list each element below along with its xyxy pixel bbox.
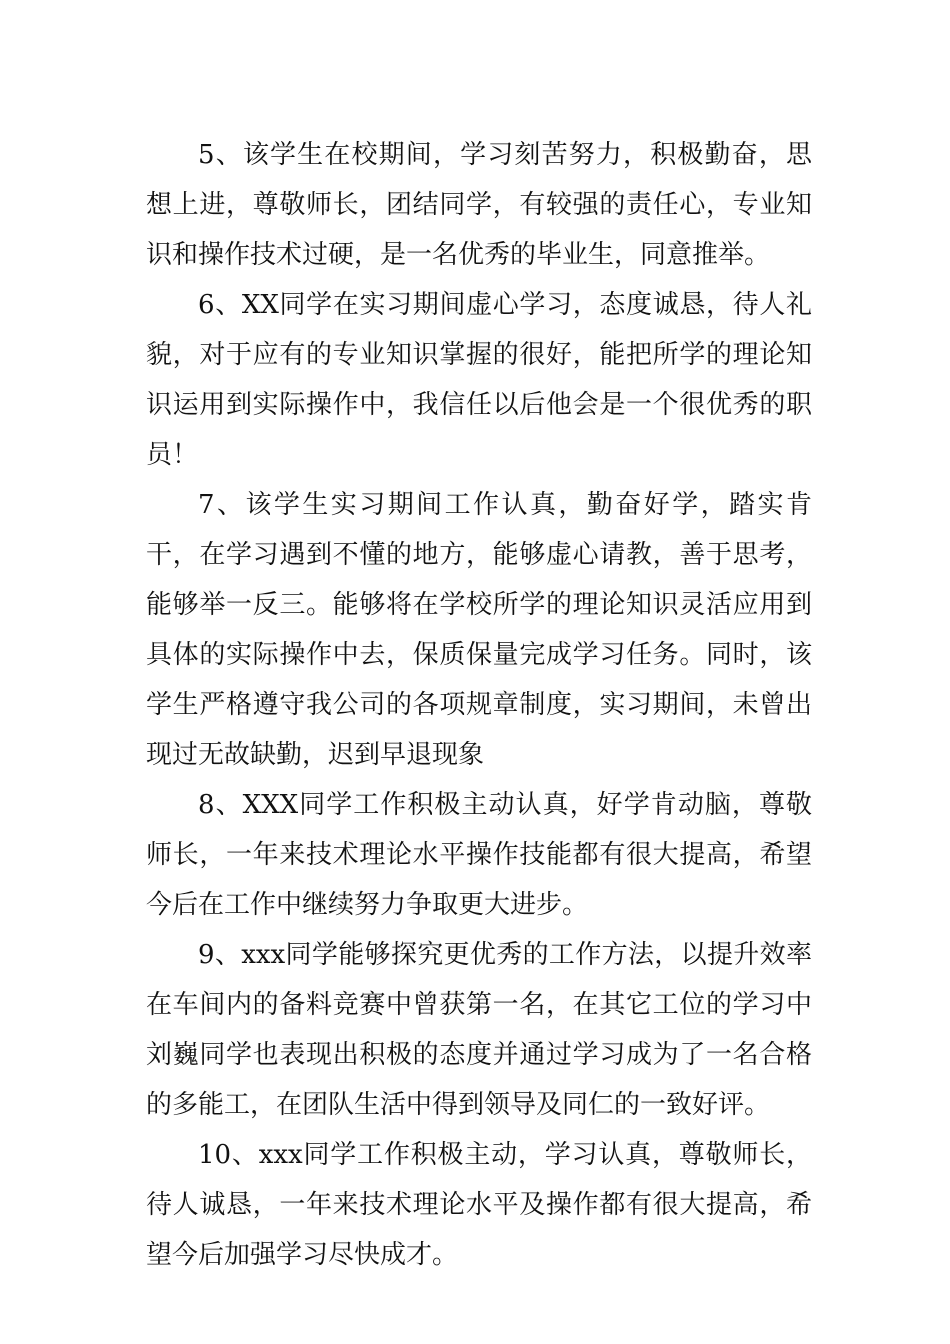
paragraph-6: 6、XX同学在实习期间虚心学习，态度诚恳，待人礼貌，对于应有的专业知识掌握的很好，能把所学的理论知识运用到实际操作中，我信任以后他会是一个很优秀的职员！ [146,290,812,470]
paragraph-5: 5、该学生在校期间，学习刻苦努力，积极勤奋，思想上进，尊敬师长，团结同学，有较强的责任心，专业知识和操作技术过硬，是一名优秀的毕业生，同意推举。 [146,140,812,270]
paragraph-10: 10、xxx同学工作积极主动，学习认真，尊敬师长，待人诚恳，一年来技术理论水平及操作都有很大提高，希望今后加强学习尽快成才。 [146,1140,812,1270]
document-body [146,130,812,1280]
paragraph-8: 8、XXX同学工作积极主动认真，好学肯动脑，尊敬师长，一年来技术理论水平操作技能都有很大提高，希望今后在工作中继续努力争取更大进步。 [146,790,812,920]
paragraph-9: 9、xxx同学能够探究更优秀的工作方法，以提升效率在车间内的备料竞赛中曾获第一名，在其它工位的学习中刘巍同学也表现出积极的态度并通过学习成为了一名合格的多能工，在团队生活中得到领导及同仁的一致好评。 [146,940,812,1120]
paragraph-7: 7、该学生实习期间工作认真，勤奋好学，踏实肯干，在学习遇到不懂的地方，能够虚心请教，善于思考，能够举一反三。能够将在学校所学的理论知识灵活应用到具体的实际操作中去，保质保量完成学习任务。同时，该学生严格遵守我公司的各项规章制度，实习期间，未曾出现过无故缺勤，迟到早退现象 [146,490,812,770]
